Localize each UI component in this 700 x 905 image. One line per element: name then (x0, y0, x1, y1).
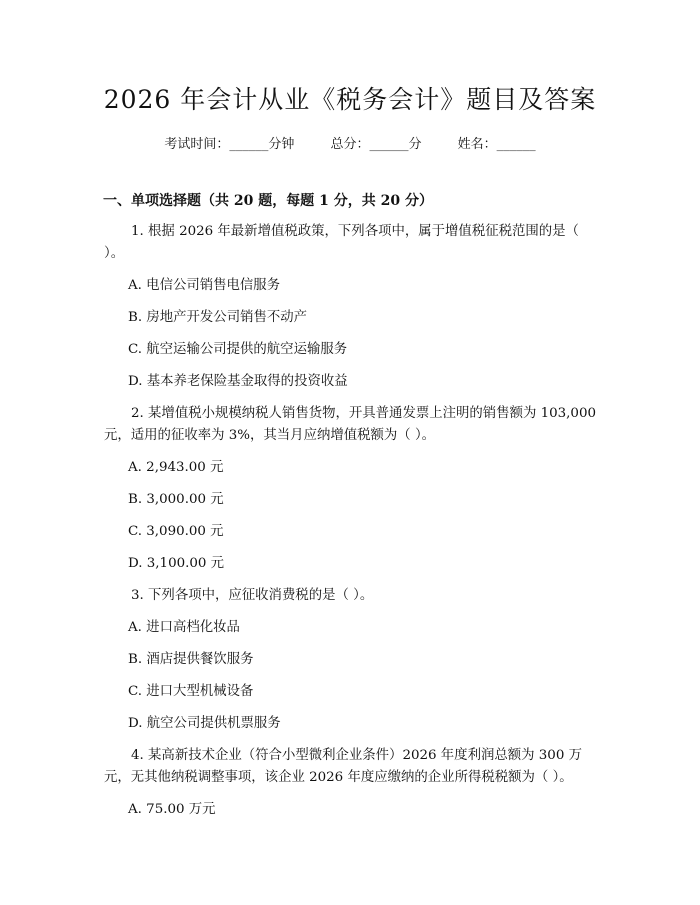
answer-option: D. 航空公司提供机票服务 (128, 716, 281, 731)
answer-option: C. 3,090.00 元 (128, 524, 224, 539)
question-text: 1. 根据 2026 年最新增值税政策，下列各项中，属于增值税征税范围的是（ ）。 (104, 224, 579, 261)
answer-option: A. 75.00 万元 (128, 802, 216, 817)
answer-option: B. 房地产开发公司销售不动产 (128, 310, 308, 325)
answer-option: A. 2,943.00 元 (128, 460, 224, 475)
name-field: 姓名：______ (457, 137, 536, 152)
question-list (104, 221, 600, 831)
answer-option: B. 酒店提供餐饮服务 (128, 652, 254, 667)
section-heading: 一、单项选择题（共 20 题，每题 1 分，共 20 分） (103, 193, 433, 209)
question-text: 4. 某高新技术企业（符合小型微利企业条件）2026 年度利润总额为 300 万元，无其他纳税调整事项，该企业 2026 年度应缴纳的企业所得税税额为（ ）。 (104, 748, 582, 785)
answer-option: B. 3,000.00 元 (128, 492, 224, 507)
answer-option: A. 进口高档化妆品 (128, 620, 240, 635)
answer-option: C. 航空运输公司提供的航空运输服务 (128, 342, 348, 357)
question-text: 3. 下列各项中，应征收消费税的是（ ）。 (131, 588, 374, 603)
answer-option: C. 进口大型机械设备 (128, 684, 254, 699)
question-text: 2. 某增值税小规模纳税人销售货物，开具普通发票上注明的销售额为 103,000 元，适用的征收率为 3%，其当月应纳增值税额为（ ）。 (104, 406, 596, 443)
answer-option: D. 3,100.00 元 (128, 556, 225, 571)
document-title: 2026 年会计从业《税务会计》题目及答案 (103, 85, 597, 114)
answer-option: D. 基本养老保险基金取得的投资收益 (128, 374, 348, 389)
exam-time-field: 考试时间：______分钟 (164, 137, 295, 152)
exam-info-line (0, 133, 700, 152)
answer-option: A. 电信公司销售电信服务 (128, 278, 281, 293)
total-score-field: 总分：______分 (330, 137, 422, 152)
